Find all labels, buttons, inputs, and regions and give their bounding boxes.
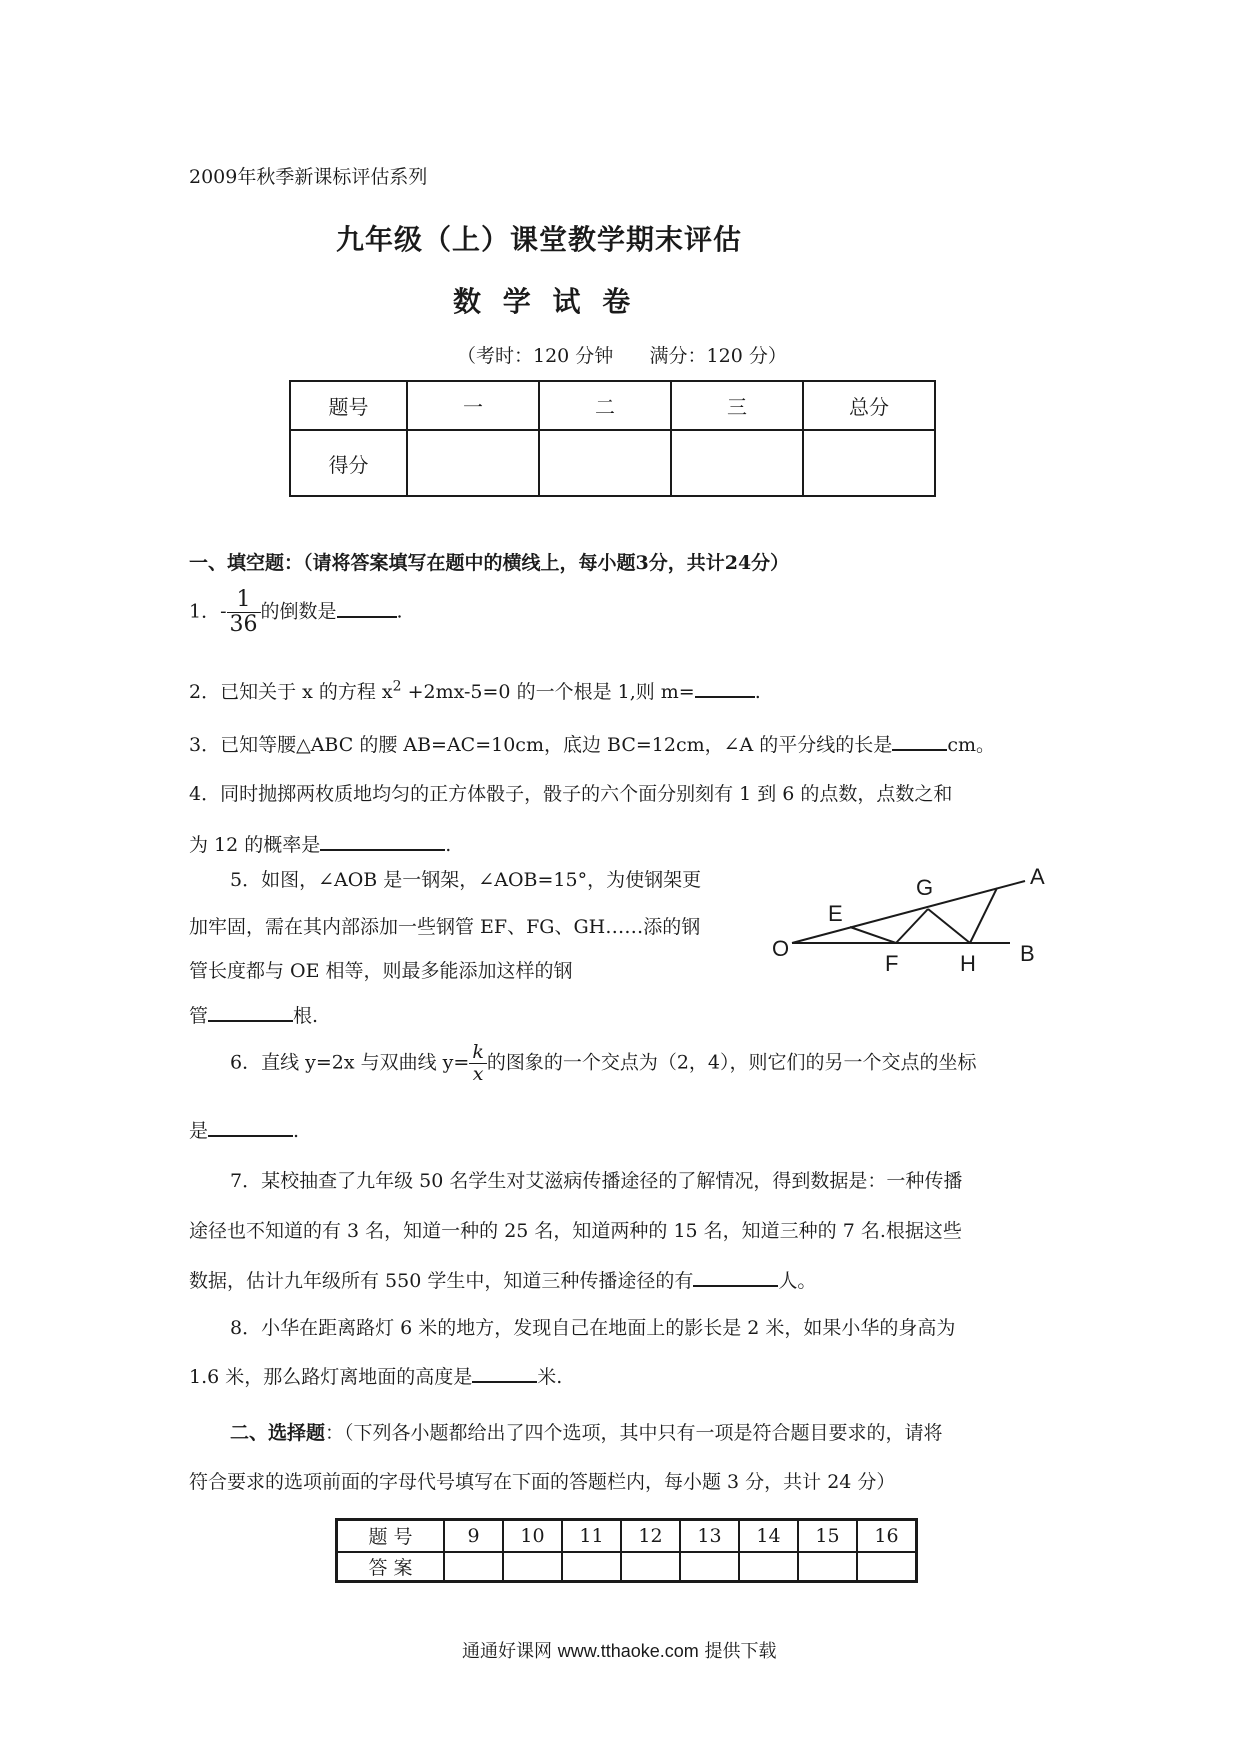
question-5-line4 [189,1000,318,1028]
question-7-line2: 途径也不知道的有 3 名，知道一种的 25 名，知道两种的 15 名，知道三种的 7 名.根据这些 [189,1220,962,1242]
q6-numerator: k [469,1042,487,1064]
score-header-cell: 总分 [803,381,935,430]
section2-title: 二、选择题 [230,1422,326,1444]
page-footer [462,1637,777,1663]
question-7-line1: 7．某校抽查了九年级 50 名学生对艾滋病传播途径的了解情况，得到数据是：一种传播 [230,1170,963,1192]
q1-answer-blank[interactable] [337,596,397,618]
question-5-line2: 加牢固，需在其内部添加一些钢管 EF、FG、GH……添的钢 [189,916,701,938]
question-3 [189,729,995,757]
figure-label-o: O [772,936,790,961]
q3-text: 3．已知等腰△ABC 的腰 AB=AC=10cm，底边 BC=12cm，∠A 的平分线的长是 [189,734,893,756]
question-1 [189,588,403,637]
q1-denominator: 36 [229,612,258,638]
q2-text: 2．已知关于 x 的方程 x [189,681,393,703]
q6-answer-blank[interactable] [208,1115,293,1137]
score-cell[interactable] [539,430,671,496]
q1-fraction [227,588,261,637]
q2-superscript: 2 [392,678,402,695]
figure-line-ef [850,927,896,943]
q1-end: . [396,600,403,623]
footer-site-name: 通通好课网 [462,1641,552,1662]
q4-end: . [445,834,452,856]
q8-text: 1.6 米，那么路灯离地面的高度是 [189,1366,473,1388]
q6-fraction [469,1042,487,1085]
score-cell[interactable] [671,430,803,496]
figure-label-a: A [1030,864,1045,889]
question-6-line2 [189,1115,299,1143]
score-row-label: 得分 [290,430,407,496]
figure-label-b: B [1020,941,1035,966]
question-2 [189,676,761,704]
q8-end: 米. [537,1366,563,1388]
answer-table-number-label: 题 号 [337,1520,445,1552]
q5-answer-blank[interactable] [208,1000,293,1022]
question-4-line2 [189,829,451,857]
question-8-line2 [189,1361,562,1389]
question-4-line1: 4．同时抛掷两枚质地均匀的正方体骰子，骰子的六个面分别刻有 1 到 6 的点数，点数之和 [189,783,953,805]
question-5-line1: 5．如图，∠AOB 是一钢架，∠AOB=15°，为使钢架更 [230,869,702,891]
figure-label-h: H [960,951,976,976]
answer-cell[interactable] [739,1552,798,1582]
figure-label-f: F [885,951,899,976]
q7-end: 人。 [778,1270,817,1292]
q4-text: 为 12 的概率是 [189,834,321,856]
q5-steel-frame-figure [770,855,1070,985]
q5-text: 管 [189,1005,209,1027]
exam-subtitle: 数 学 试 卷 [453,285,637,318]
q8-answer-blank[interactable] [472,1361,537,1383]
score-header-cell: 一 [407,381,539,430]
answer-table-number: 16 [857,1520,917,1552]
section1-heading: 一、填空题：（请将答案填写在题中的横线上，每小题3分，共计24分） [189,552,790,574]
series-label: 2009年秋季新课标评估系列 [189,166,428,188]
score-cell[interactable] [407,430,539,496]
answer-cell[interactable] [857,1552,917,1582]
q3-answer-blank[interactable] [892,729,947,751]
q6-denominator: x [472,1062,484,1085]
answer-table-number: 9 [444,1520,503,1552]
question-5-line3: 管长度都与 OE 相等，则最多能添加这样的钢 [189,960,573,982]
q1-suffix: 的倒数是 [260,600,337,623]
figure-label-g: G [916,875,934,900]
section2-heading [230,1418,943,1445]
question-7-line3 [189,1265,816,1293]
figure-label-e: E [828,901,843,926]
q2-rest: +2mx-5=0 的一个根是 1,则 m= [401,681,695,703]
answer-cell[interactable] [798,1552,857,1582]
q5-end: 根. [293,1005,319,1027]
section2-instructions-line2: 符合要求的选项前面的字母代号填写在下面的答题栏内，每小题 3 分，共计 24 分） [189,1471,896,1493]
answer-table [335,1518,918,1583]
q2-end: . [754,681,761,703]
question-6 [230,1042,977,1085]
q6-prefix: 6．直线 y=2x 与双曲线 y= [230,1051,470,1074]
q6-text: 是 [189,1120,209,1142]
score-header-cell: 二 [539,381,671,430]
q6-suffix: 的图象的一个交点为（2，4），则它们的另一个交点的坐标 [486,1051,977,1074]
q1-numerator: 1 [227,588,261,613]
score-header-cell: 题号 [290,381,407,430]
figure-line-gh [928,909,970,943]
answer-cell[interactable] [444,1552,503,1582]
q6-end: . [293,1120,300,1142]
exam-info: （考时：120 分钟 满分：120 分） [457,345,787,367]
answer-table-answer-label: 答 案 [337,1552,445,1582]
answer-table-number: 10 [503,1520,562,1552]
answer-cell[interactable] [621,1552,680,1582]
score-header-cell: 三 [671,381,803,430]
answer-table-number: 15 [798,1520,857,1552]
answer-cell[interactable] [680,1552,739,1582]
figure-line-oa [792,881,1025,943]
answer-table-number: 11 [562,1520,621,1552]
score-cell[interactable] [803,430,935,496]
answer-cell[interactable] [562,1552,621,1582]
score-table [289,380,936,497]
section2-instructions: ：（下列各小题都给出了四个选项，其中只有一项是符合题目要求的，请将 [325,1422,943,1444]
exam-title: 九年级（上）课堂教学期末评估 [336,223,743,256]
q1-prefix: 1．- [189,600,227,623]
answer-table-number: 13 [680,1520,739,1552]
footer-url[interactable]: www.tthaoke.com [557,1641,699,1661]
q7-answer-blank[interactable] [693,1265,778,1287]
question-8-line1: 8．小华在距离路灯 6 米的地方，发现自己在地面上的影长是 2 米，如果小华的身高为 [230,1317,956,1339]
q3-end: cm。 [947,734,995,756]
answer-table-number: 12 [621,1520,680,1552]
answer-cell[interactable] [503,1552,562,1582]
answer-table-number: 14 [739,1520,798,1552]
footer-download-text: 提供下载 [704,1641,777,1662]
q2-answer-blank[interactable] [695,676,755,698]
q7-text: 数据，估计九年级所有 550 学生中，知道三种传播途径的有 [189,1270,694,1292]
figure-line-ha [970,888,997,943]
q4-answer-blank[interactable] [320,829,445,851]
